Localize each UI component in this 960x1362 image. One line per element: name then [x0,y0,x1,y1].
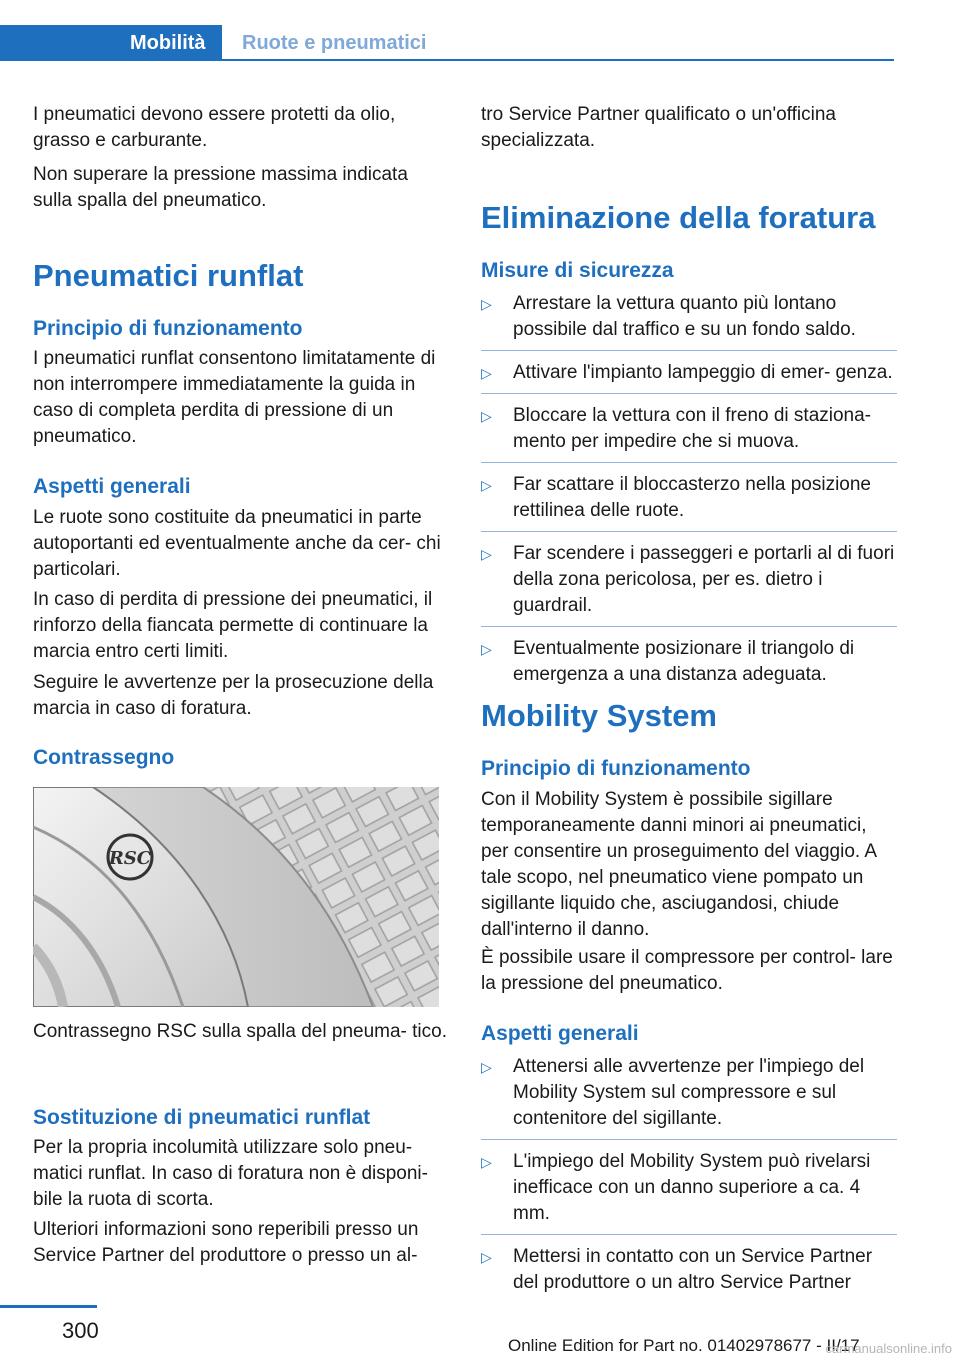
divider [481,1139,897,1140]
triangle-right-icon: ▷ [481,1249,492,1265]
paragraph: È possibile usare il compressore per control- lare la pressione del pneumatico. [481,947,893,994]
divider [481,626,897,627]
aspetti-list [481,1054,897,1296]
heading-sostituzione: Sostituzione di pneumatici runflat [33,1106,371,1129]
paragraph: Non superare la pressione massima indicata sulla spalla del pneumatico. [33,164,408,211]
list-item: ▷ Eventualmente posizionare il triangolo di emergenza a una distanza adeguata. [481,638,855,685]
divider [481,350,897,351]
heading-eliminazione: Eliminazione della foratura [481,200,876,235]
misure-list [481,291,897,688]
triangle-right-icon: ▷ [481,408,492,424]
rsc-logo-text: RSC [108,848,152,869]
header-rule [0,59,894,61]
divider [481,531,897,532]
triangle-right-icon: ▷ [481,1154,492,1170]
list-item: ▷ Bloccare la vettura con il freno di staziona- mento per impedire che si muova. [481,403,897,455]
list-item: ▷ Mettersi in contatto con un Service Partner del produttore o un altro Service Partner [481,1246,873,1293]
paragraph: Per la propria incolumità utilizzare solo pneu- matici runflat. In caso di foratura non è disponi- bile la ruota di scorta. [33,1137,428,1210]
edition-text: Online Edition for Part no. 01402978677 - II/17 [508,1336,860,1355]
list-item: ▷ Attivare l'impianto lampeggio di emer- genza. [481,360,897,386]
paragraph: I pneumatici runflat consentono limitatamente di non interrompere immediatamente la guida in caso di completa perdita di pressione di un pneumatico. [33,348,436,447]
heading-aspetti-generali: Aspetti generali [33,475,191,498]
paragraph: In caso di perdita di pressione dei pneumatici, il rinforzo della fiancata permette di continuare la marcia entro certi limiti. [33,589,433,662]
triangle-right-icon: ▷ [481,1059,492,1075]
divider [481,1234,897,1235]
divider [481,393,897,394]
figure-caption: Contrassegno RSC sulla spalla del pneuma- tico. [33,1021,447,1042]
list-item: ▷ Attenersi alle avvertenze per l'impiego del Mobility System sul compressore e sul contenitore del sigillante. [481,1054,897,1132]
paragraph: tro Service Partner qualificato o un'officina specializzata. [481,104,836,151]
heading-mobility-system: Mobility System [481,698,717,733]
page-number: 300 [62,1318,99,1343]
paragraph: Le ruote sono costituite da pneumatici in parte autoportanti ed eventualmente anche da cer- chi particolari. [33,507,441,580]
paragraph: Ulteriori informazioni sono reperibili presso un Service Partner del produttore o presso un al- [33,1219,419,1266]
paragraph: Seguire le avvertenze per la prosecuzione della marcia in caso di foratura. [33,672,434,719]
paragraph: I pneumatici devono essere protetti da olio, grasso e carburante. [33,104,396,151]
paragraph: Con il Mobility System è possibile sigillare temporaneamente danni minori ai pneumatici, per consentire un proseguimento del viaggio. A tale scopo, nel pneumatico viene pompato un sigillante liquido che, asciugandosi, chiude dall'interno il danno. [481,789,877,940]
subsection-tab: Ruote e pneumatici [242,32,427,54]
heading-contrassegno: Contrassegno [33,746,175,769]
page-header [0,25,894,61]
heading-principio: Principio di funzionamento [33,317,303,340]
triangle-right-icon: ▷ [481,477,492,493]
triangle-right-icon: ▷ [481,365,492,381]
tire-drawing [33,787,439,1007]
list-item: ▷ Far scattare il bloccasterzo nella posizione rettilinea delle ruote. [481,472,897,524]
triangle-right-icon: ▷ [481,546,492,562]
triangle-right-icon: ▷ [481,641,492,657]
list-item: ▷ Far scendere i passeggeri e portarli al di fuori della zona pericolosa, per es. dietro i guardrail. [481,541,897,619]
heading-misure: Misure di sicurezza [481,259,674,282]
divider [481,462,897,463]
watermark: carmanualsonline.info [825,1341,952,1356]
tire-illustration [33,787,439,1007]
heading-runflat: Pneumatici runflat [33,258,304,293]
section-tab: Mobilità [0,25,222,61]
heading-principio: Principio di funzionamento [481,757,751,780]
list-item: ▷ Arrestare la vettura quanto più lontano possibile dal traffico e su un fondo saldo. [481,291,897,343]
page-number-rule [0,1305,97,1308]
list-item: ▷ L'impiego del Mobility System può rivelarsi inefficace con un danno superiore a ca. 4 mm. [481,1149,897,1227]
triangle-right-icon: ▷ [481,296,492,312]
heading-aspetti-generali: Aspetti generali [481,1022,639,1045]
